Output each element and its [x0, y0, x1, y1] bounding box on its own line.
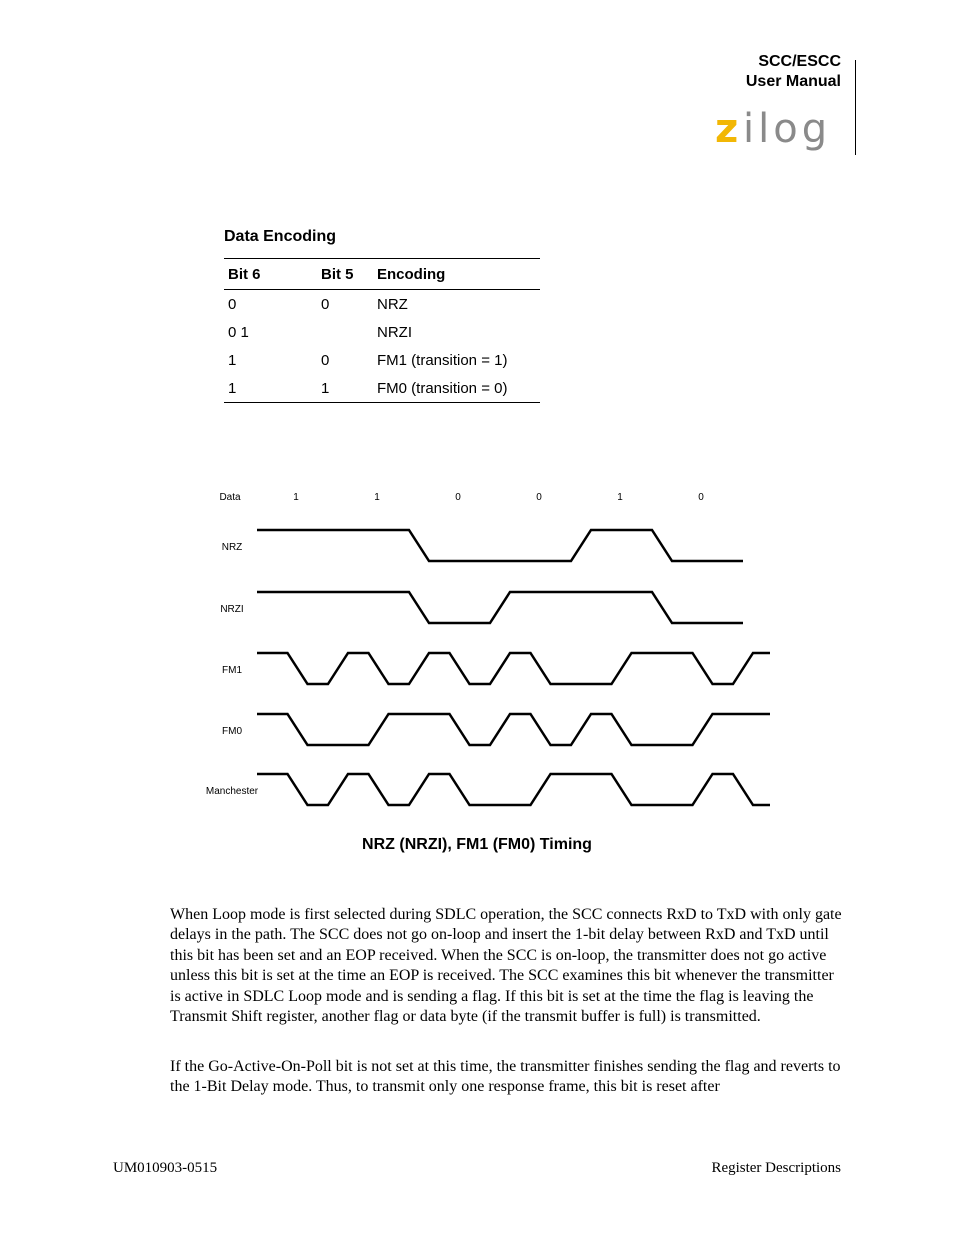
signal-waveform	[257, 653, 770, 684]
cell-bit5: 0	[321, 351, 330, 369]
data-bit-label: 0	[536, 492, 542, 503]
cell-bit6: 0 1	[228, 323, 249, 341]
svg-text:ilog: ilog	[743, 108, 832, 152]
signal-waveform	[257, 530, 743, 561]
cell-bit5: 1	[321, 379, 330, 397]
header-bit6: Bit 6	[228, 265, 261, 283]
cell-bit6: 0	[228, 295, 237, 313]
signal-waveform	[257, 592, 743, 623]
document-header	[746, 52, 841, 92]
body-paragraph-1: When Loop mode is first selected during SDLC operation, the SCC connects RxD to TxD with only gate delays in the path. The SCC does not go on-loop and insert the 1-bit delay between RxD and TxD until this bit has been set and an EOP received. When the SCC is on-loop, the transmitter does not go active unless this bit is set at the time an EOP is received. The SCC examines this bit whenever the transmitter is active in SDLC Loop mode and is sending a flag. If this bit is set at the time the flag is leaving the Transmit Shift register, another flag or data byte (if the transmit buffer is full) is transmitted.	[170, 906, 842, 1026]
table-row	[224, 290, 540, 319]
table-row	[224, 318, 540, 346]
signal-label: FM0	[222, 726, 242, 737]
data-bit-label: 0	[698, 492, 704, 503]
cell-bit6: 1	[228, 379, 237, 397]
footer-doc-id: UM010903-0515	[113, 1160, 218, 1176]
header-divider	[855, 60, 856, 155]
table-row	[224, 374, 540, 403]
zilog-logo	[713, 108, 848, 156]
header-bit5: Bit 5	[321, 265, 354, 283]
signal-waveform	[257, 774, 770, 805]
table-header-row	[224, 259, 540, 290]
footer-section: Register Descriptions	[711, 1160, 841, 1176]
svg-text:z: z	[715, 108, 739, 152]
signal-label: NRZ	[221, 542, 243, 553]
signal-waveform	[257, 714, 770, 745]
cell-bit5	[317, 318, 373, 346]
header-encoding: Encoding	[377, 265, 446, 283]
data-encoding-table	[224, 258, 540, 403]
cell-encoding: NRZI	[377, 323, 412, 341]
signal-label: FM1	[222, 665, 242, 676]
header-product: SCC/ESCC	[758, 53, 841, 70]
table-row	[224, 346, 540, 374]
data-bit-label: 1	[374, 492, 380, 503]
data-bit-label: 1	[617, 492, 623, 503]
cell-encoding: FM0 (transition = 0)	[377, 379, 508, 397]
signal-label: Manchester	[205, 786, 259, 797]
signal-label: NRZI	[220, 604, 244, 615]
timing-diagram	[170, 480, 770, 820]
figure-caption: NRZ (NRZI), FM1 (FM0) Timing	[362, 836, 592, 853]
data-bit-label: 0	[455, 492, 461, 503]
table-title: Data Encoding	[224, 228, 337, 245]
data-bit-label: 1	[293, 492, 299, 503]
cell-bit5: 0	[321, 295, 330, 313]
cell-encoding: NRZ	[377, 295, 408, 313]
cell-encoding: FM1 (transition = 1)	[377, 351, 508, 369]
body-paragraph-2: If the Go-Active-On-Poll bit is not set at this time, the transmitter finishes sending the flag and reverts to the 1-Bit Delay mode. Thus, to transmit only one response frame, this bit is reset after	[170, 1058, 841, 1096]
cell-bit6: 1	[228, 351, 237, 369]
data-row-label: Data	[219, 492, 241, 503]
header-manual: User Manual	[745, 73, 841, 90]
